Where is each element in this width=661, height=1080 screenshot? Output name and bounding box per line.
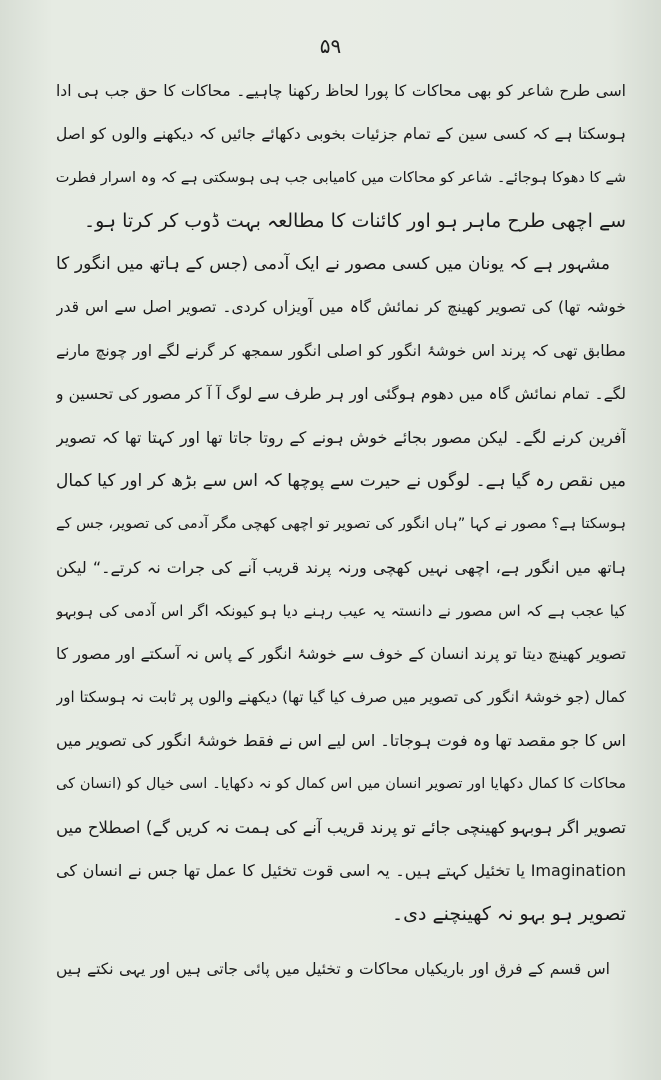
- page-number: ۵۹: [319, 34, 342, 58]
- text-line: اس کا جو مقصد تھا وہ فوت ہوجاتا۔ اس لیے اس نے فقط خوشۂ انگور کی تصویر میں: [56, 731, 626, 751]
- text-line: ہوسکتا ہے کہ کسی سین کے تمام جزئیات بخوبی دکھائے جائیں کہ دیکھنے والوں کو اصل: [56, 125, 626, 144]
- text-line: مشہور ہے کہ یونان میں کسی مصور نے ایک آدمی (جس کے ہاتھ میں انگور کا: [56, 254, 610, 275]
- text-line: لگے۔ تمام نمائش گاہ میں دھوم ہوگئی اور ہر طرف سے لوگ آ آ کر مصور کی تحسین و: [56, 385, 626, 404]
- text-line: سے اچھی طرح ماہر ہو اور کائنات کا مطالعہ بہت ڈوب کر کرتا ہو۔: [83, 209, 626, 232]
- text-line: ہوسکتا ہے؟ مصور نے کہا ”ہاں انگور کی تصویر تو اچھی کھچی مگر آدمی کی تصویر، جس کے: [56, 515, 626, 532]
- text-line: تصویر اگر ہوبہو کھینچی جائے تو پرند قریب آنے کی ہمت نہ کریں گے) اصطلاح میں: [56, 818, 626, 838]
- text-line: محاکات کا کمال دکھایا اور تصویر انسان میں اس کمال کو نہ دکھایا۔ اسی خیال کو (انسان کی: [56, 775, 626, 792]
- text-line: تصویر ہو بہو نہ کھینچنے دی۔: [391, 902, 626, 925]
- text-line: خوشہ تھا) کی تصویر کھینچ کر نمائش گاہ میں آویزاں کردی۔ تصویر اصل سے اس قدر: [56, 298, 626, 317]
- text-line: اس قسم کے فرق اور باریکیاں محاکات و تخئیل میں پائی جاتی ہیں اور یہی نکتے ہیں: [56, 959, 610, 978]
- text-line: میں نقص رہ گیا ہے۔ لوگوں نے حیرت سے پوچھا کہ اس سے بڑھ کر اور کیا کمال: [56, 470, 626, 491]
- body-text: [56, 70, 626, 991]
- text-line: اسی طرح شاعر کو بھی محاکات کا پورا لحاظ رکھنا چاہیے۔ محاکات کا حق جب ہی ادا: [56, 82, 626, 100]
- text-line: آفرین کرنے لگے۔ لیکن مصور بجائے خوش ہونے کے روتا جاتا تھا اور کہتا تھا کہ تصویر: [56, 428, 626, 448]
- text-line: شے کا دھوکا ہوجائے۔ شاعر کو محاکات میں کامیابی جب ہی ہوسکتی ہے کہ وہ اسرار فطرت: [56, 169, 626, 186]
- text-line: Imagination یا تخئیل کہتے ہیں۔ یہ اسی قوت تخئیل کا عمل تھا جس نے انسان کی: [56, 861, 626, 881]
- text-line: کیا عجب ہے کہ اس مصور نے دانستہ یہ عیب رہنے دیا ہو کیونکہ اگر اس آدمی کی ہوبہو: [56, 601, 626, 620]
- text-line: مطابق تھی کہ پرند اس خوشۂ انگور کو اصلی انگور سمجھ کر گرنے لگے اور چونچ مارنے: [56, 341, 626, 360]
- text-line: ہاتھ میں انگور ہے، اچھی نہیں کھچی ورنہ پرند قریب آنے کی جرات نہ کرتے۔“ لیکن: [56, 558, 626, 578]
- text-line: تصویر کھینچ دیتا تو پرند انسان کے خوف سے خوشۂ انگور کے پاس نہ آسکتے اور مصور کا: [56, 644, 626, 663]
- text-line: کمال (جو خوشۂ انگور کی تصویر میں صرف کیا گیا تھا) دیکھنے والوں پر ثابت نہ ہوسکتا اور: [56, 688, 626, 707]
